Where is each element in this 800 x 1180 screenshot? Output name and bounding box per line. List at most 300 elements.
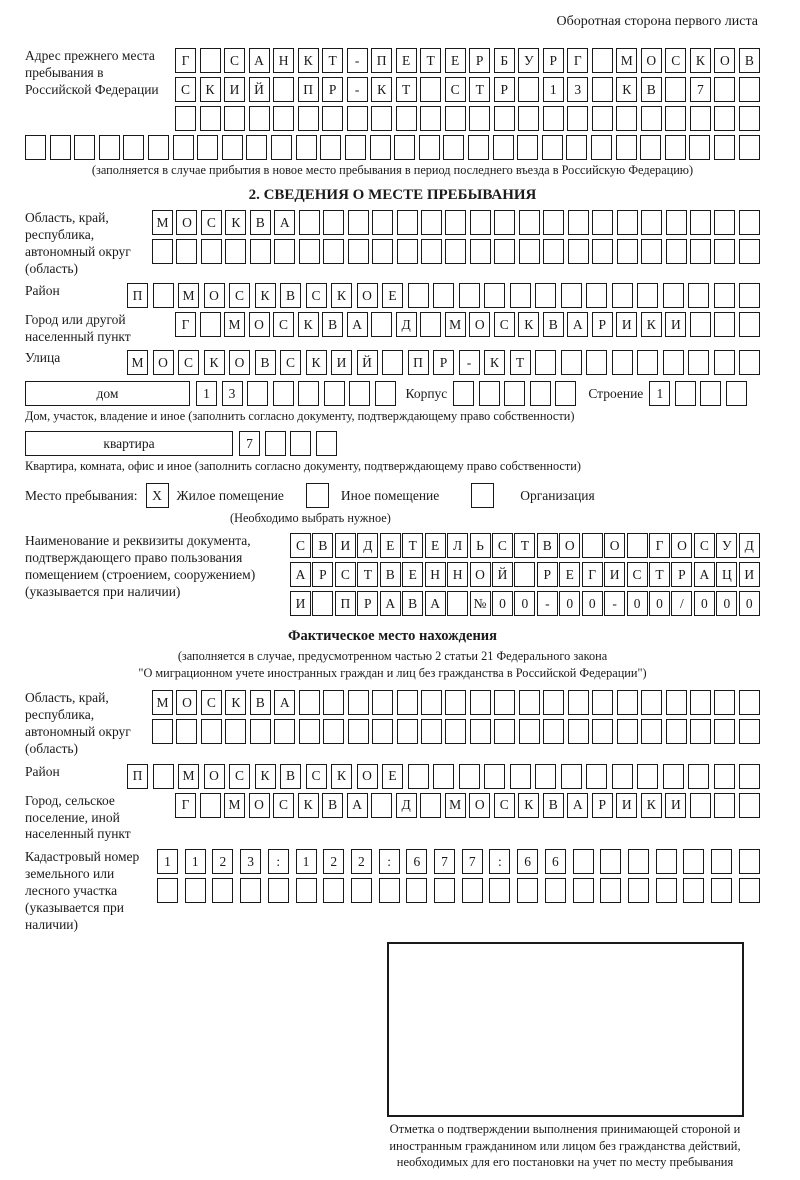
char-cell[interactable] xyxy=(372,690,393,715)
char-cell[interactable]: Е xyxy=(425,533,446,558)
char-cell[interactable]: П xyxy=(408,350,429,375)
char-cell[interactable]: М xyxy=(224,312,245,337)
char-cell[interactable]: Г xyxy=(649,533,670,558)
char-cell[interactable] xyxy=(545,878,566,903)
char-cell[interactable]: Е xyxy=(559,562,580,587)
char-cell[interactable]: К xyxy=(204,350,225,375)
char-cell[interactable] xyxy=(197,135,218,160)
char-cell[interactable] xyxy=(739,239,760,264)
char-cell[interactable]: Г xyxy=(175,312,196,337)
char-cell[interactable] xyxy=(688,283,709,308)
char-cell[interactable]: С xyxy=(492,533,513,558)
char-cell[interactable]: 3 xyxy=(240,849,261,874)
char-cell[interactable]: Й xyxy=(357,350,378,375)
char-cell[interactable]: В xyxy=(250,690,271,715)
char-cell[interactable] xyxy=(348,210,369,235)
char-cell[interactable] xyxy=(349,381,370,406)
char-cell[interactable]: С xyxy=(175,77,196,102)
char-cell[interactable] xyxy=(201,239,222,264)
char-cell[interactable]: В xyxy=(380,562,401,587)
char-cell[interactable]: Г xyxy=(582,562,603,587)
char-cell[interactable]: А xyxy=(425,591,446,616)
char-cell[interactable]: В xyxy=(543,312,564,337)
char-cell[interactable]: А xyxy=(347,312,368,337)
char-cell[interactable]: П xyxy=(335,591,356,616)
char-cell[interactable]: О xyxy=(176,690,197,715)
char-cell[interactable]: / xyxy=(671,591,692,616)
char-cell[interactable] xyxy=(299,239,320,264)
char-cell[interactable] xyxy=(586,350,607,375)
char-cell[interactable]: М xyxy=(127,350,148,375)
char-cell[interactable] xyxy=(617,239,638,264)
char-cell[interactable]: Е xyxy=(382,764,403,789)
char-cell[interactable] xyxy=(479,381,500,406)
char-cell[interactable] xyxy=(408,283,429,308)
char-cell[interactable] xyxy=(433,283,454,308)
char-cell[interactable]: В xyxy=(537,533,558,558)
char-cell[interactable] xyxy=(510,764,531,789)
char-cell[interactable] xyxy=(323,878,344,903)
char-cell[interactable]: О xyxy=(357,283,378,308)
char-cell[interactable]: - xyxy=(604,591,625,616)
char-cell[interactable]: 0 xyxy=(582,591,603,616)
char-cell[interactable] xyxy=(459,764,480,789)
char-cell[interactable] xyxy=(663,764,684,789)
char-cell[interactable]: Т xyxy=(649,562,670,587)
char-cell[interactable]: С xyxy=(273,793,294,818)
char-cell[interactable] xyxy=(469,106,490,131)
char-cell[interactable]: 3 xyxy=(567,77,588,102)
char-cell[interactable] xyxy=(462,878,483,903)
char-cell[interactable]: И xyxy=(616,312,637,337)
char-cell[interactable] xyxy=(447,591,468,616)
char-cell[interactable]: Е xyxy=(402,562,423,587)
char-cell[interactable] xyxy=(316,431,337,456)
char-cell[interactable] xyxy=(510,283,531,308)
char-cell[interactable] xyxy=(394,135,415,160)
char-cell[interactable] xyxy=(739,350,760,375)
char-cell[interactable] xyxy=(470,210,491,235)
char-cell[interactable]: С xyxy=(224,48,245,73)
char-cell[interactable]: Р xyxy=(592,312,613,337)
char-cell[interactable] xyxy=(351,878,372,903)
char-cell[interactable] xyxy=(375,381,396,406)
char-cell[interactable] xyxy=(382,350,403,375)
char-cell[interactable] xyxy=(273,77,294,102)
char-cell[interactable] xyxy=(568,239,589,264)
char-cell[interactable] xyxy=(148,135,169,160)
char-cell[interactable] xyxy=(518,106,539,131)
char-cell[interactable]: 0 xyxy=(492,591,513,616)
char-cell[interactable] xyxy=(690,210,711,235)
char-cell[interactable]: С xyxy=(445,77,466,102)
char-cell[interactable]: 7 xyxy=(690,77,711,102)
char-cell[interactable]: В xyxy=(739,48,760,73)
char-cell[interactable] xyxy=(345,135,366,160)
char-cell[interactable]: И xyxy=(604,562,625,587)
char-cell[interactable]: П xyxy=(127,764,148,789)
char-cell[interactable]: М xyxy=(152,210,173,235)
char-cell[interactable]: - xyxy=(459,350,480,375)
char-cell[interactable] xyxy=(494,210,515,235)
char-cell[interactable] xyxy=(592,690,613,715)
char-cell[interactable] xyxy=(656,849,677,874)
char-cell[interactable] xyxy=(683,849,704,874)
char-cell[interactable]: Е xyxy=(380,533,401,558)
char-cell[interactable] xyxy=(222,135,243,160)
char-cell[interactable] xyxy=(592,77,613,102)
char-cell[interactable]: О xyxy=(604,533,625,558)
char-cell[interactable] xyxy=(299,719,320,744)
char-cell[interactable] xyxy=(739,77,760,102)
char-cell[interactable] xyxy=(617,210,638,235)
char-cell[interactable]: Е xyxy=(382,283,403,308)
char-cell[interactable] xyxy=(555,381,576,406)
char-cell[interactable] xyxy=(517,878,538,903)
char-cell[interactable] xyxy=(299,210,320,235)
char-cell[interactable] xyxy=(665,106,686,131)
char-cell[interactable] xyxy=(397,719,418,744)
char-cell[interactable] xyxy=(543,106,564,131)
char-cell[interactable]: С xyxy=(201,690,222,715)
char-cell[interactable] xyxy=(665,77,686,102)
char-cell[interactable] xyxy=(274,239,295,264)
char-cell[interactable]: С xyxy=(494,312,515,337)
char-cell[interactable] xyxy=(726,381,747,406)
char-cell[interactable] xyxy=(641,690,662,715)
char-cell[interactable]: Т xyxy=(357,562,378,587)
char-cell[interactable] xyxy=(641,239,662,264)
char-cell[interactable] xyxy=(396,106,417,131)
char-cell[interactable]: А xyxy=(380,591,401,616)
char-cell[interactable] xyxy=(371,793,392,818)
char-cell[interactable] xyxy=(666,239,687,264)
char-cell[interactable]: Д xyxy=(396,793,417,818)
char-cell[interactable]: О xyxy=(204,764,225,789)
char-cell[interactable] xyxy=(592,239,613,264)
char-cell[interactable]: В xyxy=(322,312,343,337)
char-cell[interactable]: : xyxy=(379,849,400,874)
char-cell[interactable] xyxy=(298,106,319,131)
char-cell[interactable] xyxy=(519,210,540,235)
char-cell[interactable] xyxy=(494,106,515,131)
char-cell[interactable]: Ц xyxy=(716,562,737,587)
char-cell[interactable] xyxy=(616,135,637,160)
char-cell[interactable]: С xyxy=(694,533,715,558)
char-cell[interactable]: Ь xyxy=(470,533,491,558)
char-cell[interactable] xyxy=(224,106,245,131)
char-cell[interactable]: К xyxy=(641,312,662,337)
char-cell[interactable]: М xyxy=(178,764,199,789)
char-cell[interactable] xyxy=(250,719,271,744)
char-cell[interactable]: 7 xyxy=(239,431,260,456)
char-cell[interactable] xyxy=(700,381,721,406)
char-cell[interactable]: В xyxy=(322,793,343,818)
char-cell[interactable] xyxy=(175,106,196,131)
char-cell[interactable]: О xyxy=(469,793,490,818)
char-cell[interactable] xyxy=(200,106,221,131)
char-cell[interactable] xyxy=(714,764,735,789)
char-cell[interactable] xyxy=(348,690,369,715)
char-cell[interactable] xyxy=(420,312,441,337)
char-cell[interactable] xyxy=(434,878,455,903)
char-cell[interactable] xyxy=(157,878,178,903)
char-cell[interactable]: В xyxy=(543,793,564,818)
char-cell[interactable] xyxy=(628,878,649,903)
char-cell[interactable]: 0 xyxy=(694,591,715,616)
char-cell[interactable] xyxy=(348,239,369,264)
char-cell[interactable] xyxy=(666,719,687,744)
char-cell[interactable] xyxy=(504,381,525,406)
char-cell[interactable]: К xyxy=(306,350,327,375)
char-cell[interactable] xyxy=(519,690,540,715)
char-cell[interactable] xyxy=(568,719,589,744)
char-cell[interactable] xyxy=(690,312,711,337)
char-cell[interactable]: Р xyxy=(671,562,692,587)
char-cell[interactable]: Б xyxy=(494,48,515,73)
char-cell[interactable] xyxy=(268,878,289,903)
char-cell[interactable] xyxy=(739,210,760,235)
char-cell[interactable] xyxy=(173,135,194,160)
char-cell[interactable] xyxy=(299,690,320,715)
char-cell[interactable]: Г xyxy=(175,48,196,73)
char-cell[interactable] xyxy=(470,719,491,744)
char-cell[interactable] xyxy=(542,135,563,160)
char-cell[interactable]: Е xyxy=(396,48,417,73)
char-cell[interactable]: Т xyxy=(514,533,535,558)
char-cell[interactable] xyxy=(666,690,687,715)
char-cell[interactable]: В xyxy=(402,591,423,616)
char-cell[interactable] xyxy=(641,719,662,744)
checkbox-organization[interactable] xyxy=(471,483,494,508)
char-cell[interactable] xyxy=(592,719,613,744)
char-cell[interactable] xyxy=(675,381,696,406)
char-cell[interactable] xyxy=(637,283,658,308)
char-cell[interactable]: К xyxy=(298,312,319,337)
char-cell[interactable]: 2 xyxy=(351,849,372,874)
char-cell[interactable] xyxy=(714,719,735,744)
char-cell[interactable]: 0 xyxy=(649,591,670,616)
char-cell[interactable] xyxy=(689,135,710,160)
char-cell[interactable] xyxy=(273,381,294,406)
char-cell[interactable] xyxy=(714,312,735,337)
char-cell[interactable]: А xyxy=(567,312,588,337)
char-cell[interactable] xyxy=(397,239,418,264)
char-cell[interactable]: Р xyxy=(543,48,564,73)
char-cell[interactable] xyxy=(535,283,556,308)
char-cell[interactable]: 2 xyxy=(323,849,344,874)
char-cell[interactable]: № xyxy=(470,591,491,616)
char-cell[interactable] xyxy=(240,878,261,903)
char-cell[interactable] xyxy=(573,878,594,903)
char-cell[interactable] xyxy=(637,764,658,789)
char-cell[interactable]: А xyxy=(274,690,295,715)
char-cell[interactable] xyxy=(543,239,564,264)
char-cell[interactable]: С xyxy=(306,283,327,308)
char-cell[interactable]: Т xyxy=(396,77,417,102)
char-cell[interactable] xyxy=(637,350,658,375)
char-cell[interactable] xyxy=(543,210,564,235)
char-cell[interactable] xyxy=(459,283,480,308)
char-cell[interactable] xyxy=(50,135,71,160)
char-cell[interactable]: В xyxy=(250,210,271,235)
char-cell[interactable] xyxy=(739,793,760,818)
char-cell[interactable]: М xyxy=(445,312,466,337)
char-cell[interactable]: Й xyxy=(492,562,513,587)
char-cell[interactable]: : xyxy=(489,849,510,874)
char-cell[interactable] xyxy=(714,135,735,160)
char-cell[interactable]: : xyxy=(268,849,289,874)
char-cell[interactable] xyxy=(347,106,368,131)
char-cell[interactable] xyxy=(200,48,221,73)
char-cell[interactable] xyxy=(247,381,268,406)
char-cell[interactable]: О xyxy=(357,764,378,789)
char-cell[interactable] xyxy=(586,283,607,308)
char-cell[interactable] xyxy=(561,764,582,789)
char-cell[interactable] xyxy=(443,135,464,160)
char-cell[interactable]: Д xyxy=(396,312,417,337)
char-cell[interactable]: 0 xyxy=(514,591,535,616)
char-cell[interactable]: Е xyxy=(445,48,466,73)
char-cell[interactable]: А xyxy=(347,793,368,818)
char-cell[interactable] xyxy=(453,381,474,406)
checkbox-other-premises[interactable] xyxy=(306,483,329,508)
char-cell[interactable] xyxy=(612,283,633,308)
char-cell[interactable] xyxy=(586,764,607,789)
char-cell[interactable] xyxy=(739,690,760,715)
char-cell[interactable] xyxy=(408,764,429,789)
char-cell[interactable] xyxy=(739,283,760,308)
char-cell[interactable] xyxy=(592,106,613,131)
char-cell[interactable]: Р xyxy=(322,77,343,102)
char-cell[interactable]: С xyxy=(273,312,294,337)
char-cell[interactable] xyxy=(714,793,735,818)
char-cell[interactable]: С xyxy=(201,210,222,235)
char-cell[interactable] xyxy=(739,106,760,131)
char-cell[interactable] xyxy=(320,135,341,160)
char-cell[interactable] xyxy=(379,878,400,903)
char-cell[interactable] xyxy=(535,350,556,375)
char-cell[interactable] xyxy=(739,719,760,744)
char-cell[interactable]: Г xyxy=(567,48,588,73)
char-cell[interactable] xyxy=(739,764,760,789)
char-cell[interactable] xyxy=(176,719,197,744)
char-cell[interactable]: О xyxy=(641,48,662,73)
char-cell[interactable]: Т xyxy=(322,48,343,73)
char-cell[interactable]: В xyxy=(280,764,301,789)
char-cell[interactable]: К xyxy=(641,793,662,818)
char-cell[interactable]: 6 xyxy=(517,849,538,874)
char-cell[interactable] xyxy=(372,719,393,744)
char-cell[interactable]: Й xyxy=(249,77,270,102)
char-cell[interactable] xyxy=(612,764,633,789)
char-cell[interactable] xyxy=(573,849,594,874)
char-cell[interactable]: Л xyxy=(447,533,468,558)
char-cell[interactable]: К xyxy=(225,210,246,235)
char-cell[interactable] xyxy=(421,690,442,715)
char-cell[interactable]: Р xyxy=(592,793,613,818)
char-cell[interactable] xyxy=(535,764,556,789)
char-cell[interactable]: С xyxy=(280,350,301,375)
char-cell[interactable]: К xyxy=(371,77,392,102)
char-cell[interactable] xyxy=(421,239,442,264)
char-cell[interactable]: И xyxy=(335,533,356,558)
char-cell[interactable] xyxy=(566,135,587,160)
char-cell[interactable] xyxy=(690,719,711,744)
char-cell[interactable] xyxy=(371,312,392,337)
char-cell[interactable] xyxy=(666,210,687,235)
char-cell[interactable] xyxy=(298,381,319,406)
char-cell[interactable]: - xyxy=(347,77,368,102)
char-cell[interactable]: О xyxy=(469,312,490,337)
char-cell[interactable] xyxy=(99,135,120,160)
char-cell[interactable] xyxy=(567,106,588,131)
char-cell[interactable] xyxy=(296,878,317,903)
char-cell[interactable] xyxy=(493,135,514,160)
char-cell[interactable] xyxy=(323,719,344,744)
char-cell[interactable]: О xyxy=(671,533,692,558)
char-cell[interactable]: С xyxy=(229,764,250,789)
char-cell[interactable] xyxy=(514,562,535,587)
char-cell[interactable] xyxy=(641,210,662,235)
char-cell[interactable] xyxy=(445,106,466,131)
char-cell[interactable]: Р xyxy=(469,48,490,73)
char-cell[interactable]: 0 xyxy=(559,591,580,616)
char-cell[interactable] xyxy=(420,793,441,818)
char-cell[interactable] xyxy=(153,764,174,789)
char-cell[interactable] xyxy=(152,719,173,744)
char-cell[interactable]: М xyxy=(445,793,466,818)
char-cell[interactable] xyxy=(739,849,760,874)
char-cell[interactable]: О xyxy=(229,350,250,375)
char-cell[interactable]: К xyxy=(200,77,221,102)
char-cell[interactable] xyxy=(176,239,197,264)
char-cell[interactable] xyxy=(739,135,760,160)
char-cell[interactable]: Н xyxy=(425,562,446,587)
char-cell[interactable]: А xyxy=(567,793,588,818)
char-cell[interactable] xyxy=(484,283,505,308)
char-cell[interactable] xyxy=(641,106,662,131)
char-cell[interactable]: А xyxy=(290,562,311,587)
char-cell[interactable] xyxy=(372,210,393,235)
char-cell[interactable] xyxy=(714,690,735,715)
char-cell[interactable]: Г xyxy=(175,793,196,818)
char-cell[interactable]: 0 xyxy=(716,591,737,616)
char-cell[interactable]: П xyxy=(127,283,148,308)
char-cell[interactable]: 7 xyxy=(462,849,483,874)
char-cell[interactable] xyxy=(185,878,206,903)
char-cell[interactable] xyxy=(616,106,637,131)
char-cell[interactable] xyxy=(519,719,540,744)
char-cell[interactable]: К xyxy=(690,48,711,73)
char-cell[interactable]: 1 xyxy=(185,849,206,874)
char-cell[interactable] xyxy=(470,239,491,264)
char-cell[interactable] xyxy=(663,283,684,308)
char-cell[interactable]: 3 xyxy=(222,381,243,406)
char-cell[interactable] xyxy=(739,878,760,903)
char-cell[interactable] xyxy=(711,849,732,874)
char-cell[interactable]: К xyxy=(331,283,352,308)
char-cell[interactable] xyxy=(323,239,344,264)
char-cell[interactable] xyxy=(517,135,538,160)
char-cell[interactable] xyxy=(246,135,267,160)
char-cell[interactable] xyxy=(296,135,317,160)
char-cell[interactable]: И xyxy=(290,591,311,616)
char-cell[interactable] xyxy=(690,106,711,131)
char-cell[interactable] xyxy=(324,381,345,406)
char-cell[interactable]: Н xyxy=(273,48,294,73)
char-cell[interactable] xyxy=(568,210,589,235)
